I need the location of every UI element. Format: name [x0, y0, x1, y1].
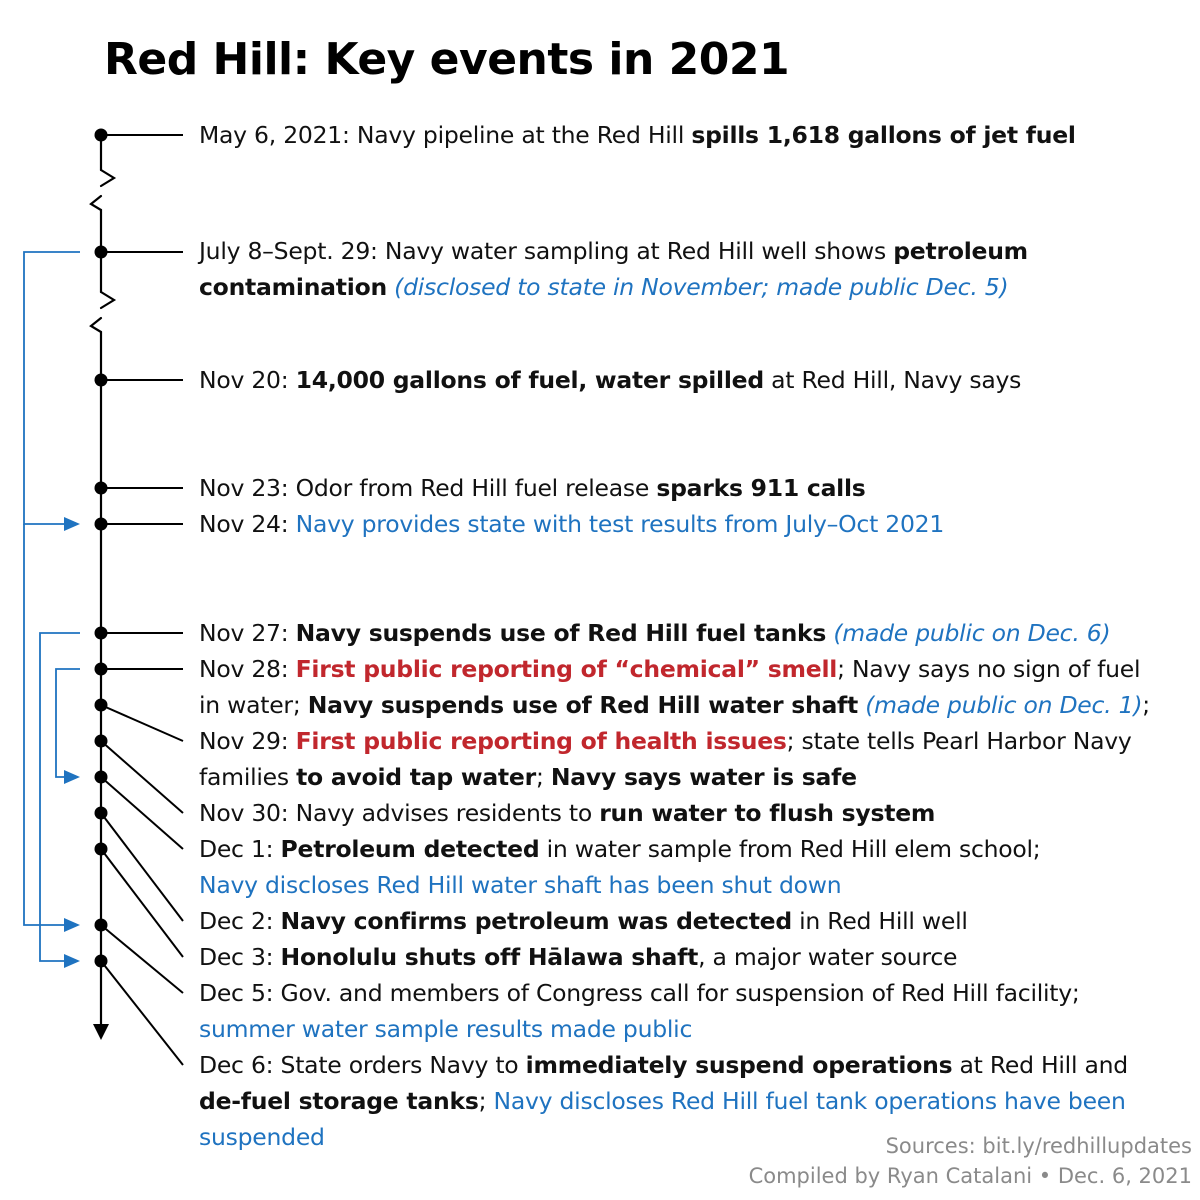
event-dot	[95, 919, 108, 932]
event-nov30: Nov 30: Navy advises residents to run water to flush system	[199, 799, 936, 827]
event-dot	[95, 807, 108, 820]
connector-dec3	[101, 849, 183, 957]
disclosure-bracket-jul8	[24, 252, 80, 524]
event-dot	[95, 374, 108, 387]
event-dot	[95, 482, 108, 495]
disclosure-bracket-jul8-dec5	[24, 524, 66, 925]
page-title: Red Hill: Key events in 2021	[104, 34, 790, 85]
disclosure-arrow	[64, 517, 80, 531]
event-nov20: Nov 20: 14,000 gallons of fuel, water spilled at Red Hill, Navy says	[199, 366, 1022, 394]
event-nov29: Nov 29: First public reporting of health issues; state tells Pearl Harbor Navy families to avoid tap water; Navy says water is safe	[199, 727, 1132, 791]
event-nov24: Nov 24: Navy provides state with test results from July–Oct 2021	[199, 510, 945, 538]
event-nov27: Nov 27: Navy suspends use of Red Hill fuel tanks (made public on Dec. 6)	[199, 619, 1111, 647]
event-dec1: Dec 1: Petroleum detected in water sample from Red Hill elem school; Navy discloses Red Hill water shaft has been shut down	[199, 835, 1041, 899]
event-dot	[95, 518, 108, 531]
compiler-credit: Compiled by Ryan Catalani • Dec. 6, 2021	[748, 1164, 1192, 1188]
connector-dec6	[101, 961, 183, 1065]
disclosure-arrow	[64, 954, 80, 968]
connector-nov30	[101, 741, 183, 813]
event-dot	[95, 246, 108, 259]
disclosure-bracket-nov27	[40, 633, 80, 961]
timeline-end-arrow	[93, 1024, 109, 1040]
event-dot	[95, 843, 108, 856]
event-dot	[95, 771, 108, 784]
event-dot	[95, 663, 108, 676]
event-nov23: Nov 23: Odor from Red Hill fuel release sparks 911 calls	[199, 474, 866, 502]
connector-dec1	[101, 777, 183, 849]
connector-nov29	[101, 705, 183, 741]
event-dot	[95, 627, 108, 640]
timeline-break-mark	[101, 292, 114, 308]
connector-dec2	[101, 813, 183, 921]
event-may6: May 6, 2021: Navy pipeline at the Red Hill spills 1,618 gallons of jet fuel	[199, 121, 1076, 149]
event-dot	[95, 955, 108, 968]
event-dec6: Dec 6: State orders Navy to immediately suspend operations at Red Hill and de-fuel storage tanks; Navy discloses Red Hill fuel tank operations have been suspended	[199, 1051, 1128, 1151]
event-dec2: Dec 2: Navy confirms petroleum was detected in Red Hill well	[199, 907, 968, 935]
timeline-break-mark	[91, 318, 101, 332]
event-nov28: Nov 28: First public reporting of “chemical” smell; Navy says no sign of fuel in water; Navy suspends use of Red Hill water shaft (made public on Dec. 1);	[199, 655, 1150, 719]
event-dec5: Dec 5: Gov. and members of Congress call for suspension of Red Hill facility; summer water sample results made public	[199, 979, 1080, 1043]
disclosure-arrow	[64, 770, 80, 784]
event-dot	[95, 699, 108, 712]
connector-dec5	[101, 925, 183, 993]
event-jul8: July 8–Sept. 29: Navy water sampling at Red Hill well shows petroleum contamination (disclosed to state in November; made public Dec. 5)	[199, 237, 1028, 301]
source-credit: Sources: bit.ly/redhillupdates	[885, 1134, 1192, 1158]
timeline-break-mark	[91, 196, 101, 210]
event-dec3: Dec 3: Honolulu shuts off Hālawa shaft, a major water source	[199, 943, 958, 971]
disclosure-arrow	[64, 918, 80, 932]
disclosure-bracket-nov28	[56, 669, 80, 777]
event-dot	[95, 129, 108, 142]
timeline-break-mark	[101, 170, 114, 186]
event-dot	[95, 735, 108, 748]
